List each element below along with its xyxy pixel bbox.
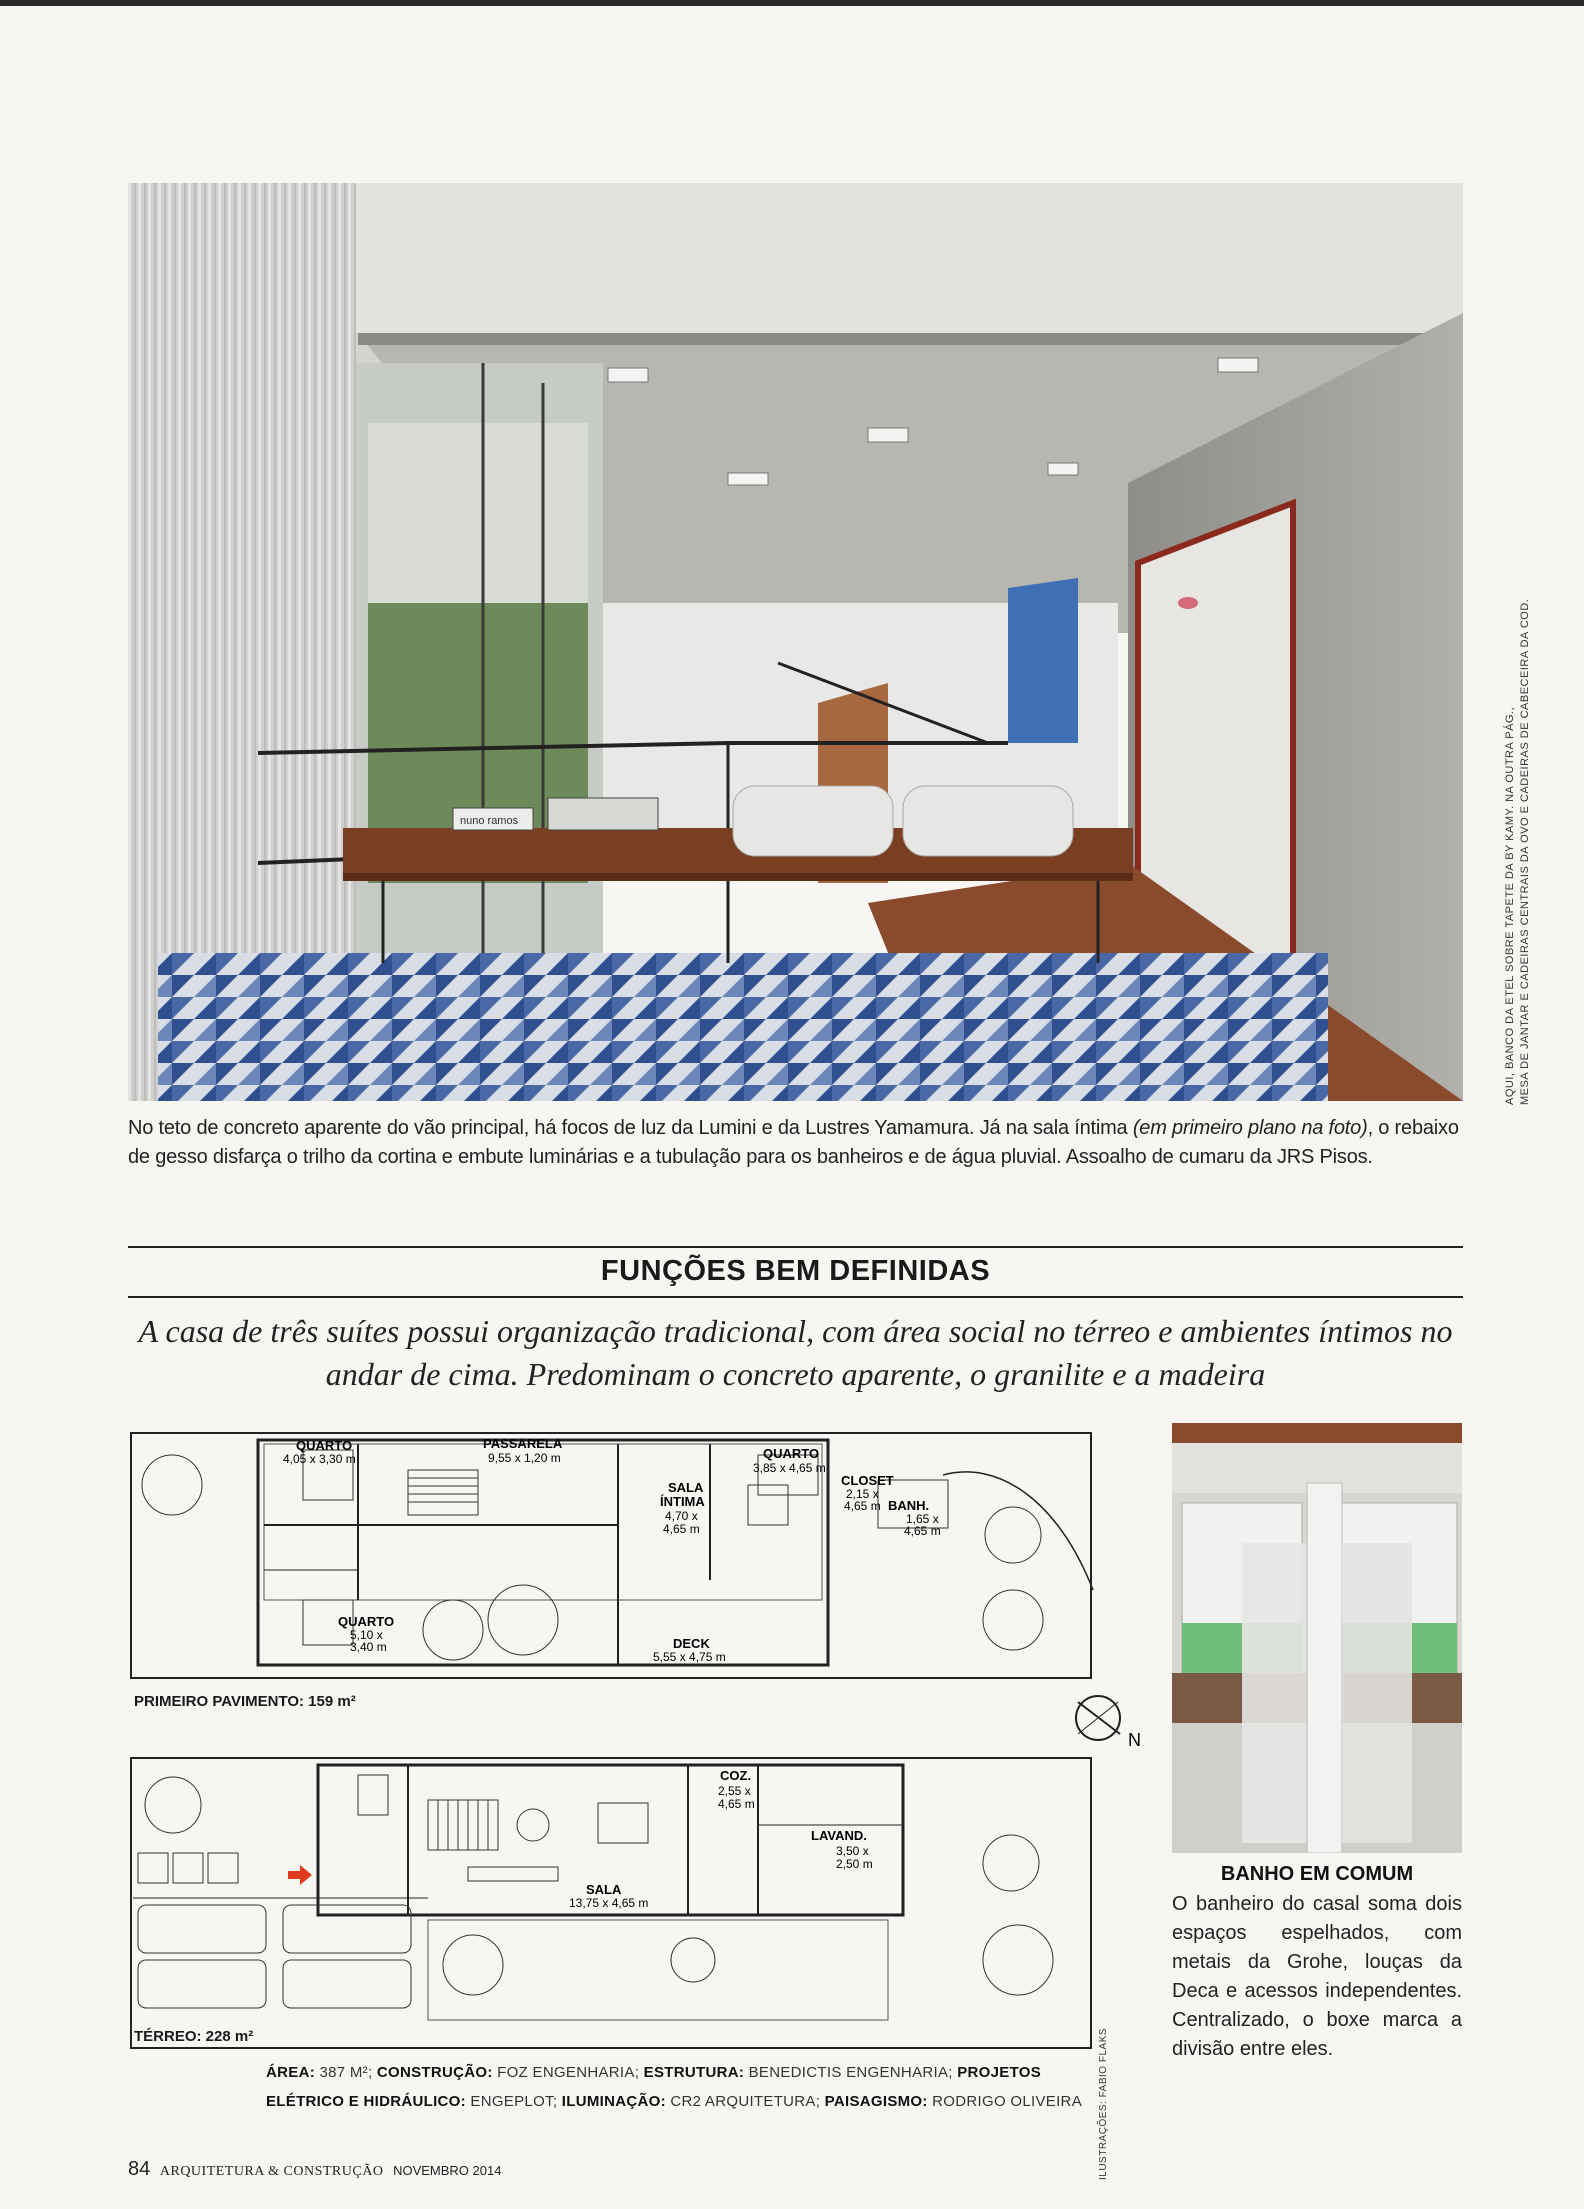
credit-area-label: ÁREA: — [266, 2064, 315, 2081]
upper-banh-dims-2: 4,65 m — [904, 1524, 941, 1538]
credit-projetos-value: ENGEPLOT; — [470, 2093, 558, 2110]
photo-caption — [128, 1114, 1463, 1172]
credit-paisagismo-label: PAISAGISMO: — [824, 2093, 928, 2110]
upper-quarto-2-name: QUARTO — [763, 1446, 820, 1461]
upper-closet-dims-2: 4,65 m — [844, 1499, 881, 1513]
upper-deck-name: DECK — [673, 1636, 710, 1651]
ground-floor-plan — [128, 1755, 1128, 2055]
main-photo — [128, 183, 1463, 1101]
north-label: N — [1128, 1730, 1141, 1750]
ground-plan-title: TÉRREO: 228 m² — [134, 2028, 254, 2045]
upper-banh-dims-1: 1,65 x — [906, 1512, 939, 1526]
credit-iluminacao-value: CR2 ARQUITETURA; — [670, 2093, 821, 2110]
credit-construcao-value: FOZ ENGENHARIA; — [497, 2064, 640, 2081]
page-footer — [128, 2158, 501, 2181]
page-number: 84 — [128, 2158, 151, 2180]
bath-photo — [1172, 1423, 1462, 1853]
upper-quarto-3-dims-2: 3,40 m — [350, 1640, 387, 1654]
upper-deck-dims: 5,55 x 4,75 m — [653, 1650, 726, 1664]
credit-iluminacao-label: ILUMINAÇÃO: — [561, 2093, 666, 2110]
section-lead: A casa de três suítes possui organização tradicional, com área social no térreo e ambientes íntimos no andar de cima. Predominam o concreto aparente, o granilite e a madeira — [138, 1313, 1453, 1392]
upper-quarto-1-dims: 4,05 x 3,30 m — [283, 1452, 356, 1466]
top-rule — [0, 0, 1584, 6]
illustrations-credit: ILUSTRAÇÕES: FABIO FLAKS — [1098, 2027, 1109, 2180]
north-arrow-icon — [1070, 1690, 1150, 1750]
ground-sala-name: SALA — [586, 1882, 622, 1897]
upper-plan-title: PRIMEIRO PAVIMENTO: 159 m² — [134, 1693, 356, 1710]
section-rule-bottom — [128, 1296, 1463, 1298]
upper-banh-name: BANH. — [888, 1498, 930, 1513]
credit-line-2: MESA DE JANTAR E CADEIRAS CENTRAIS DA OVO E CADEIRAS DE CABECEIRA DA COD. — [1519, 598, 1531, 1105]
upper-closet-name: CLOSET — [841, 1473, 894, 1488]
ground-lavand-dims-2: 2,50 m — [836, 1857, 873, 1871]
book-spine-label: nuno ramos — [460, 815, 519, 827]
bath-title: BANHO EM COMUM — [1220, 1863, 1414, 1885]
credit-construcao-label: CONSTRUÇÃO: — [376, 2064, 493, 2081]
magazine-name: ARQUITETURA & CONSTRUÇÃO — [159, 2164, 384, 2179]
credit-projetos-label: PROJETOS ELÉTRICO E HIDRÁULICO: — [266, 2064, 1042, 2110]
ground-coz-dims-2: 4,65 m — [718, 1797, 755, 1811]
caption-part-2: , o rebaixo de gesso disfarça o trilho da cortina e embute luminárias e a tubulação para os banheiros e de água pluvial. Assoalho de cumaru da JRS Pisos. — [128, 1117, 1459, 1168]
credit-line-1: AQUI, BANCO DA ETEL SOBRE TAPETE DA BY KAMY. NA OUTRA PÁG., — [1504, 706, 1516, 1105]
upper-sala-intima-dims-1: 4,70 x — [665, 1509, 698, 1523]
upper-sala-intima-name-1: SALA — [668, 1480, 704, 1495]
upper-quarto-2-dims: 3,85 x 4,65 m — [753, 1461, 826, 1475]
upper-passarela-dims: 9,55 x 1,20 m — [488, 1451, 561, 1465]
section-title: FUNÇÕES BEM DEFINIDAS — [600, 1255, 991, 1287]
ground-coz-name: COZ. — [720, 1768, 752, 1783]
upper-floor-plan — [128, 1430, 1128, 1685]
upper-passarela-name: PASSARELA — [483, 1436, 563, 1451]
ground-lavand-dims-1: 3,50 x — [836, 1844, 869, 1858]
upper-quarto-3-name: QUARTO — [338, 1614, 395, 1629]
credit-area-value: 387 M²; — [319, 2064, 373, 2081]
project-credits — [266, 2058, 1106, 2116]
upper-quarto-3-dims-1: 5,10 x — [350, 1628, 383, 1642]
issue-date: NOVEMBRO 2014 — [393, 2163, 502, 2178]
credit-estrutura-label: ESTRUTURA: — [643, 2064, 745, 2081]
section-rule-top — [128, 1246, 1463, 1248]
photo-credit-vertical — [1503, 525, 1533, 1105]
ground-sala-dims: 13,75 x 4,65 m — [569, 1896, 649, 1910]
upper-closet-dims-1: 2,15 x — [846, 1487, 879, 1501]
bath-text: O banheiro do casal soma dois espaços espelhados, com metais da Grohe, louças da Deca e acessos independentes. Centralizado, o boxe marca a divisão entre eles. — [1172, 1893, 1462, 2060]
caption-italic: (em primeiro plano na foto) — [1132, 1117, 1368, 1139]
credit-paisagismo-value: RODRIGO OLIVEIRA — [932, 2093, 1082, 2110]
caption-part-1: No teto de concreto aparente do vão principal, há focos de luz da Lumini e da Lustres Yamamura. Já na sala íntima — [128, 1117, 1133, 1139]
upper-sala-intima-name-2: ÍNTIMA — [660, 1494, 705, 1509]
upper-sala-intima-dims-2: 4,65 m — [663, 1522, 700, 1536]
upper-quarto-1-name: QUARTO — [296, 1438, 353, 1453]
ground-coz-dims-1: 2,55 x — [718, 1784, 751, 1798]
ground-lavand-name: LAVAND. — [811, 1828, 867, 1843]
credit-estrutura-value: BENEDICTIS ENGENHARIA; — [748, 2064, 953, 2081]
